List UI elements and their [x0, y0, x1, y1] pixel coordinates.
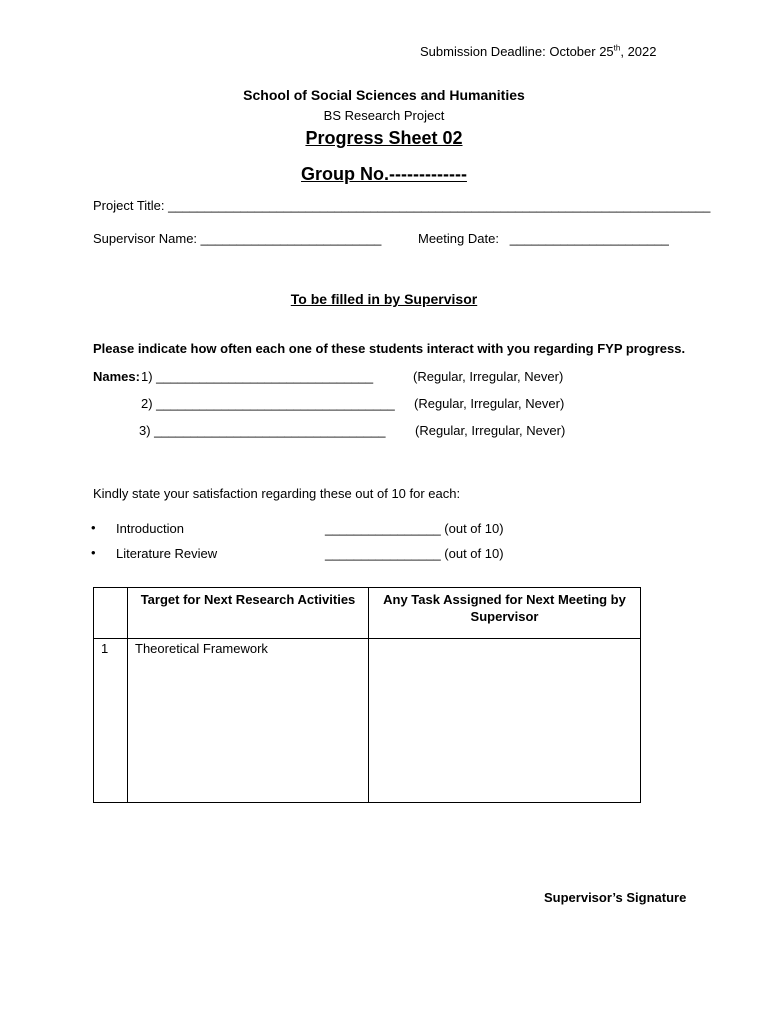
- meeting-date-field[interactable]: Meeting Date: ______________________: [418, 231, 669, 246]
- interaction-options: (Regular, Irregular, Never): [415, 423, 566, 438]
- group-number: Group No.-------------: [301, 164, 467, 184]
- student-name-field[interactable]: 3) ________________________________: [139, 423, 386, 438]
- satisfaction-item-label: Literature Review: [116, 546, 218, 561]
- bullet-icon: •: [91, 545, 96, 560]
- table-header-target: Target for Next Research Activities: [128, 588, 369, 639]
- satisfaction-score-field[interactable]: ________________ (out of 10): [325, 546, 504, 561]
- activities-table: [93, 587, 641, 803]
- table-row: [94, 639, 641, 803]
- deadline-suffix: th: [613, 43, 621, 53]
- deadline-label: Submission Deadline: October 25: [420, 44, 614, 59]
- target-cell[interactable]: Theoretical Framework: [128, 639, 369, 803]
- bullet-icon: •: [91, 520, 96, 535]
- task-cell[interactable]: [369, 639, 641, 803]
- satisfaction-score-field[interactable]: ________________ (out of 10): [325, 521, 504, 536]
- program-name: BS Research Project: [323, 108, 445, 123]
- submission-deadline: [420, 44, 657, 59]
- interaction-options: (Regular, Irregular, Never): [414, 396, 565, 411]
- table-header-row: [94, 588, 641, 639]
- project-title-field[interactable]: Project Title: ___________________________________________________________________________: [93, 198, 711, 213]
- supervisor-signature-label: Supervisor’s Signature: [544, 890, 687, 905]
- table-header-number: [94, 588, 128, 639]
- page-title: Progress Sheet 02: [305, 128, 463, 148]
- student-name-field[interactable]: 2) _________________________________: [141, 396, 395, 411]
- student-name-field[interactable]: 1) ______________________________: [141, 369, 374, 384]
- deadline-year: , 2022: [620, 44, 657, 59]
- names-label: Names:: [93, 369, 140, 384]
- interaction-options: (Regular, Irregular, Never): [413, 369, 564, 384]
- table-header-task: Any Task Assigned for Next Meeting by Supervisor: [369, 588, 641, 639]
- supervisor-section-heading: To be filled in by Supervisor: [290, 291, 478, 307]
- supervisor-name-field[interactable]: Supervisor Name: _________________________: [93, 231, 382, 246]
- interaction-instruction: Please indicate how often each one of these students interact with you regarding FYP progress.: [93, 341, 686, 356]
- satisfaction-prompt: Kindly state your satisfaction regarding these out of 10 for each:: [93, 486, 461, 501]
- school-name: School of Social Sciences and Humanities: [243, 87, 525, 103]
- row-number-cell: 1: [94, 639, 128, 803]
- satisfaction-item-label: Introduction: [116, 521, 184, 536]
